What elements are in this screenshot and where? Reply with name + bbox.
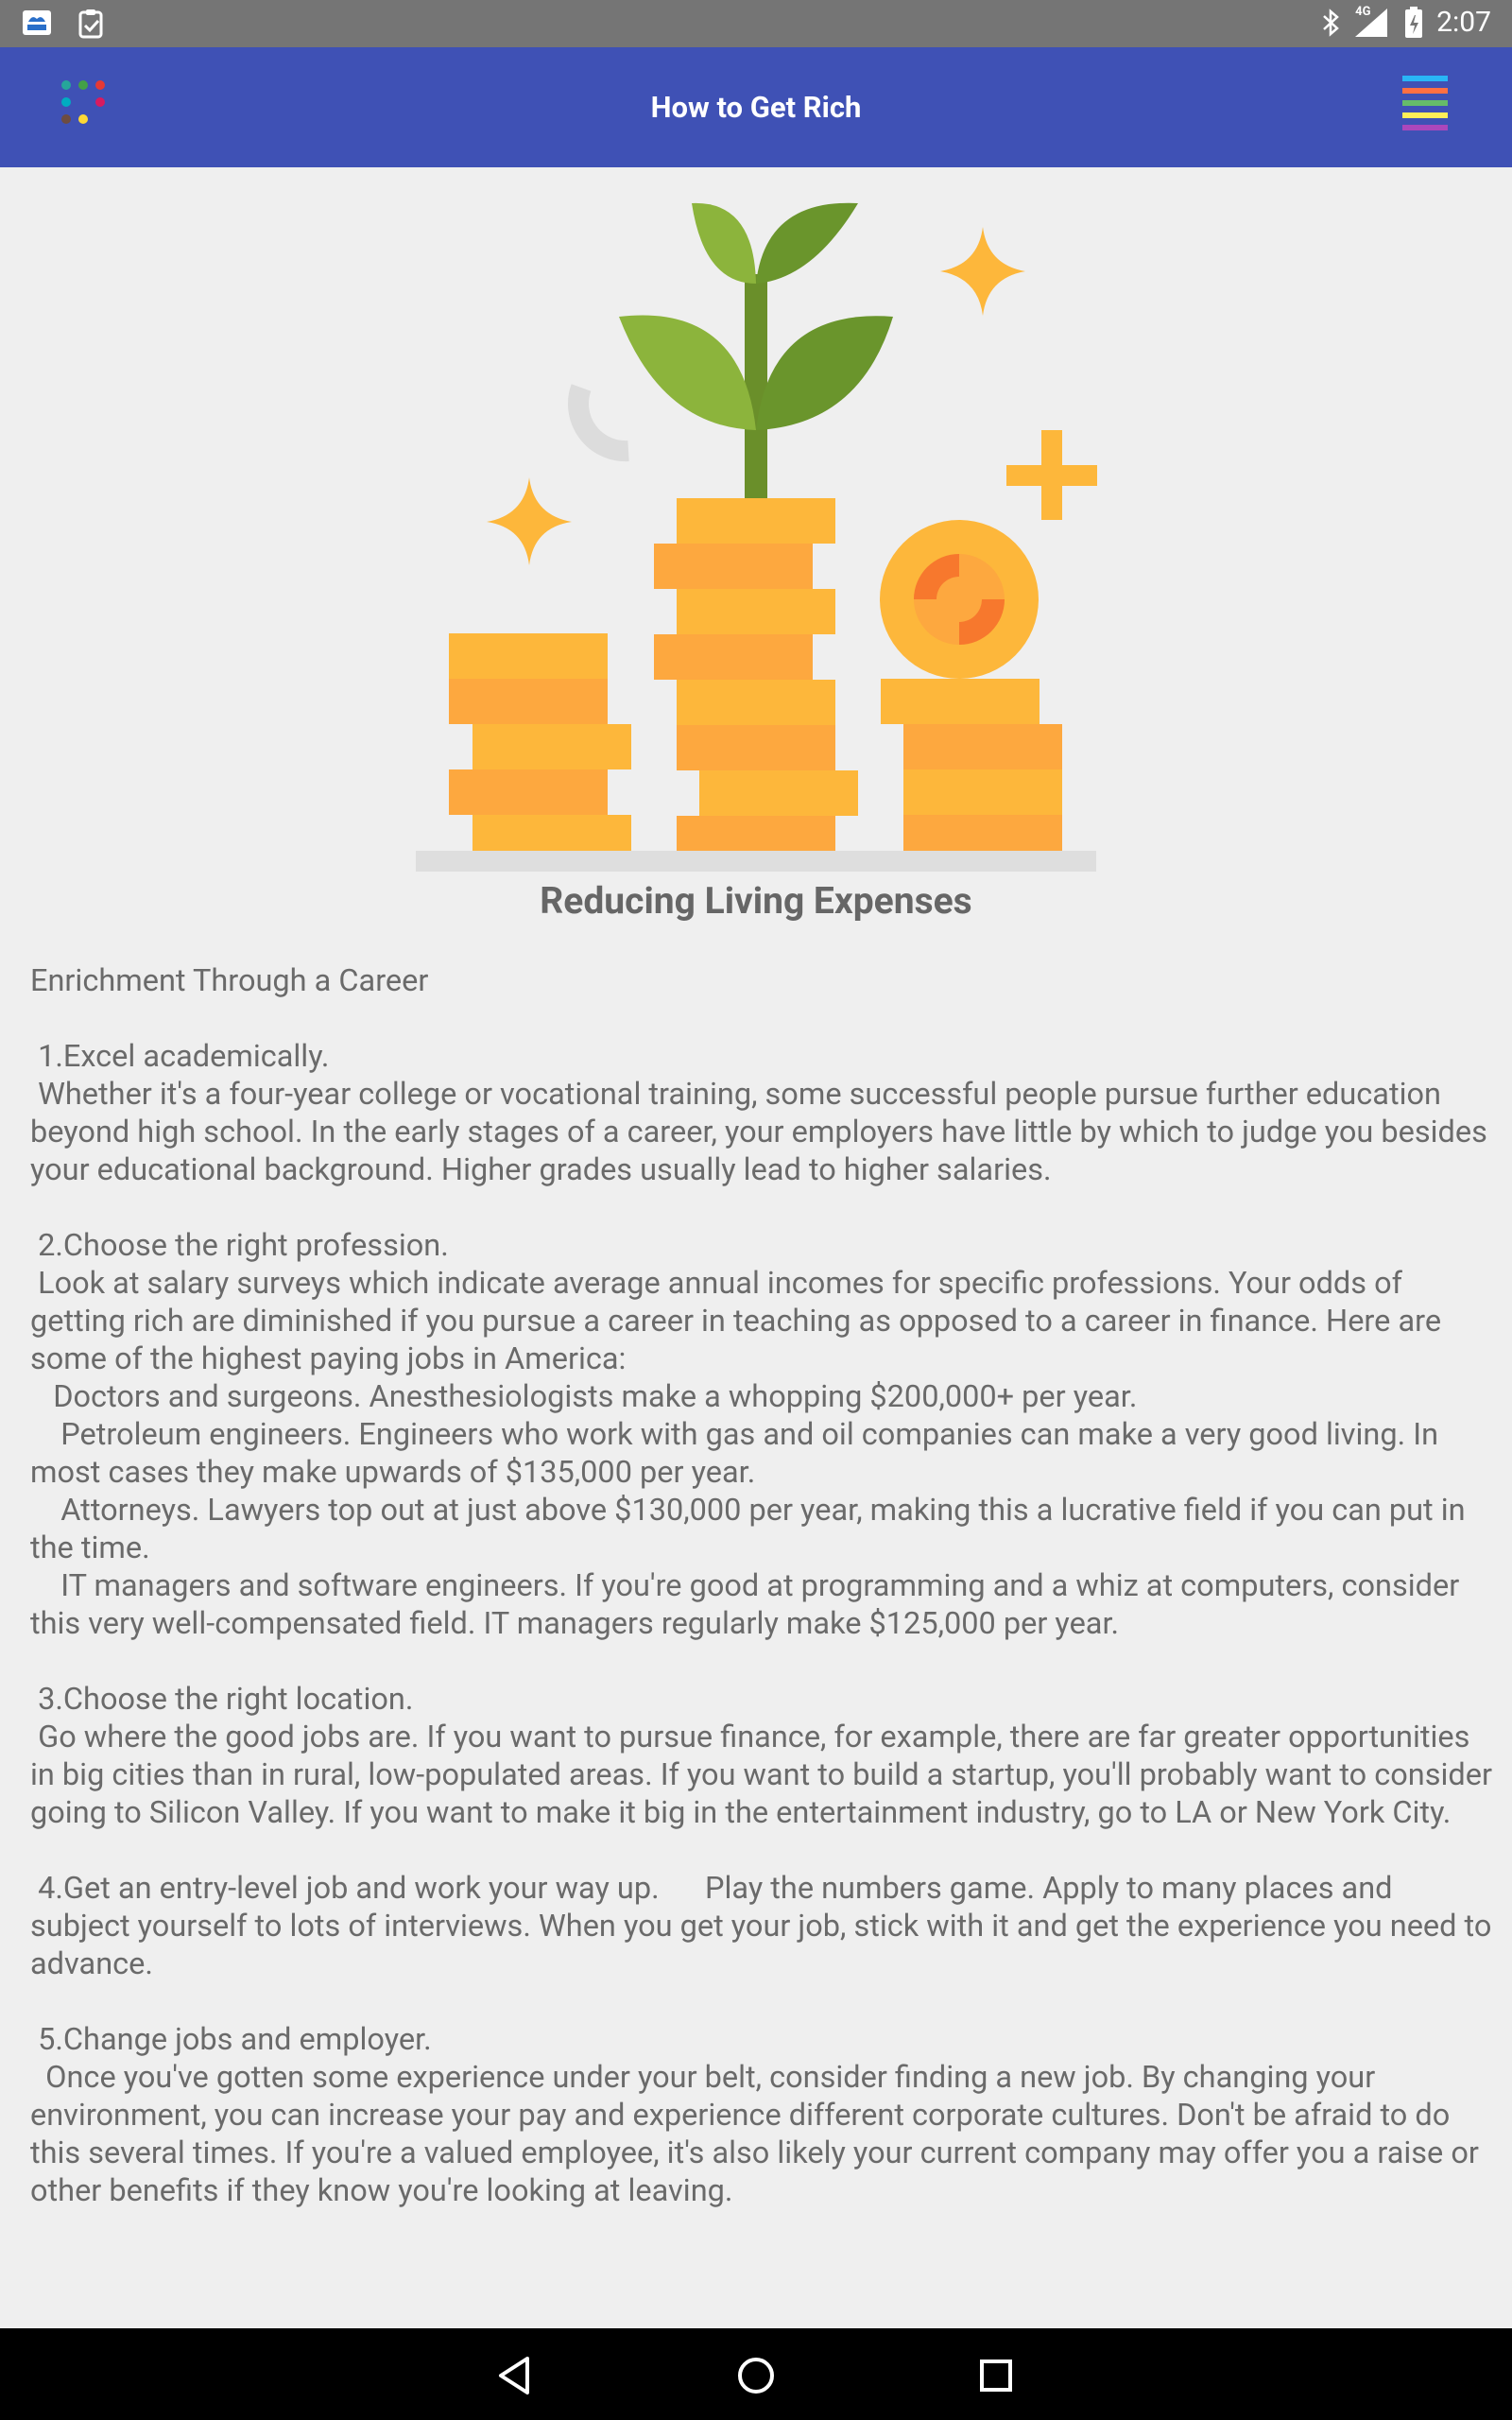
bluetooth-icon [1321,8,1340,38]
navigation-bar [0,2328,1512,2420]
menu-icon[interactable] [1395,70,1455,138]
status-bar [0,0,1512,47]
clock: 2:07 [1436,6,1491,39]
network-type: 4G [1355,4,1371,19]
battery-icon [1404,7,1423,39]
home-icon[interactable] [730,2349,782,2402]
app-notification-icon [21,9,53,37]
app-bar [0,47,1512,167]
section-title: Reducing Living Expenses [540,879,972,923]
article-body: Enrichment Through a Career 1.Excel academically. Whether it's a four-year college or vocational training, some successful people pursue further education beyond high school. In the early stages of a career, your employers have little by which to judge you besides your educational background. Higher grades usually lead to higher salaries. 2.Choose the right profession. Look at salary surveys which indicate average annual incomes for specific professions. Your odds of getting rich are diminished if you pursue a career in teaching as opposed to a career in finance. Here are some of the highest paying jobs in America: Doctors and surgeons. Anesthesiologists make a whopping $200,000+ per year. Petroleum engineers. Engineers who work with gas and oil companies can make a very good living. In most cases they make upwards of $135,000 per year. Attorneys. Lawyers top out at just above $130,000 per year, making this a lucrative field if you can put in the time. IT managers and software engineers. If you're good at programming and a whiz at computers, consider this very well-compensated field. IT managers regularly make $125,000 per year. 3.Choose the right location. Go where the good jobs are. If you want to pursue finance, for example, there are far greater opportunities in big cities than in rural, low-populated areas. If you want to build a startup, you'll probably want to consider going to Silicon Valley. If you want to make it big in the entertainment industry, go to LA or New York City. 4.Get an entry-level job and work your way up. Play the numbers game. Apply to many places and subject yourself to lots of interviews. When you get your job, stick with it and get the experience you need to advance. 5.Change jobs and employer. Once you've gotten some experience under your belt, consider finding a new job. By changing your environment, you can increase your pay and experience different corporate cultures. Don't be afraid to do this several times. If you're a valued employee, it's also likely your current company may offer you a raise or other benefits if they know you're looking at leaving. [30,962,1493,2208]
checklist-icon [77,9,106,39]
app-title: How to Get Rich [650,90,862,125]
back-icon[interactable] [490,2349,542,2402]
money-plant-illustration [397,189,1115,879]
recents-icon[interactable] [970,2349,1022,2402]
